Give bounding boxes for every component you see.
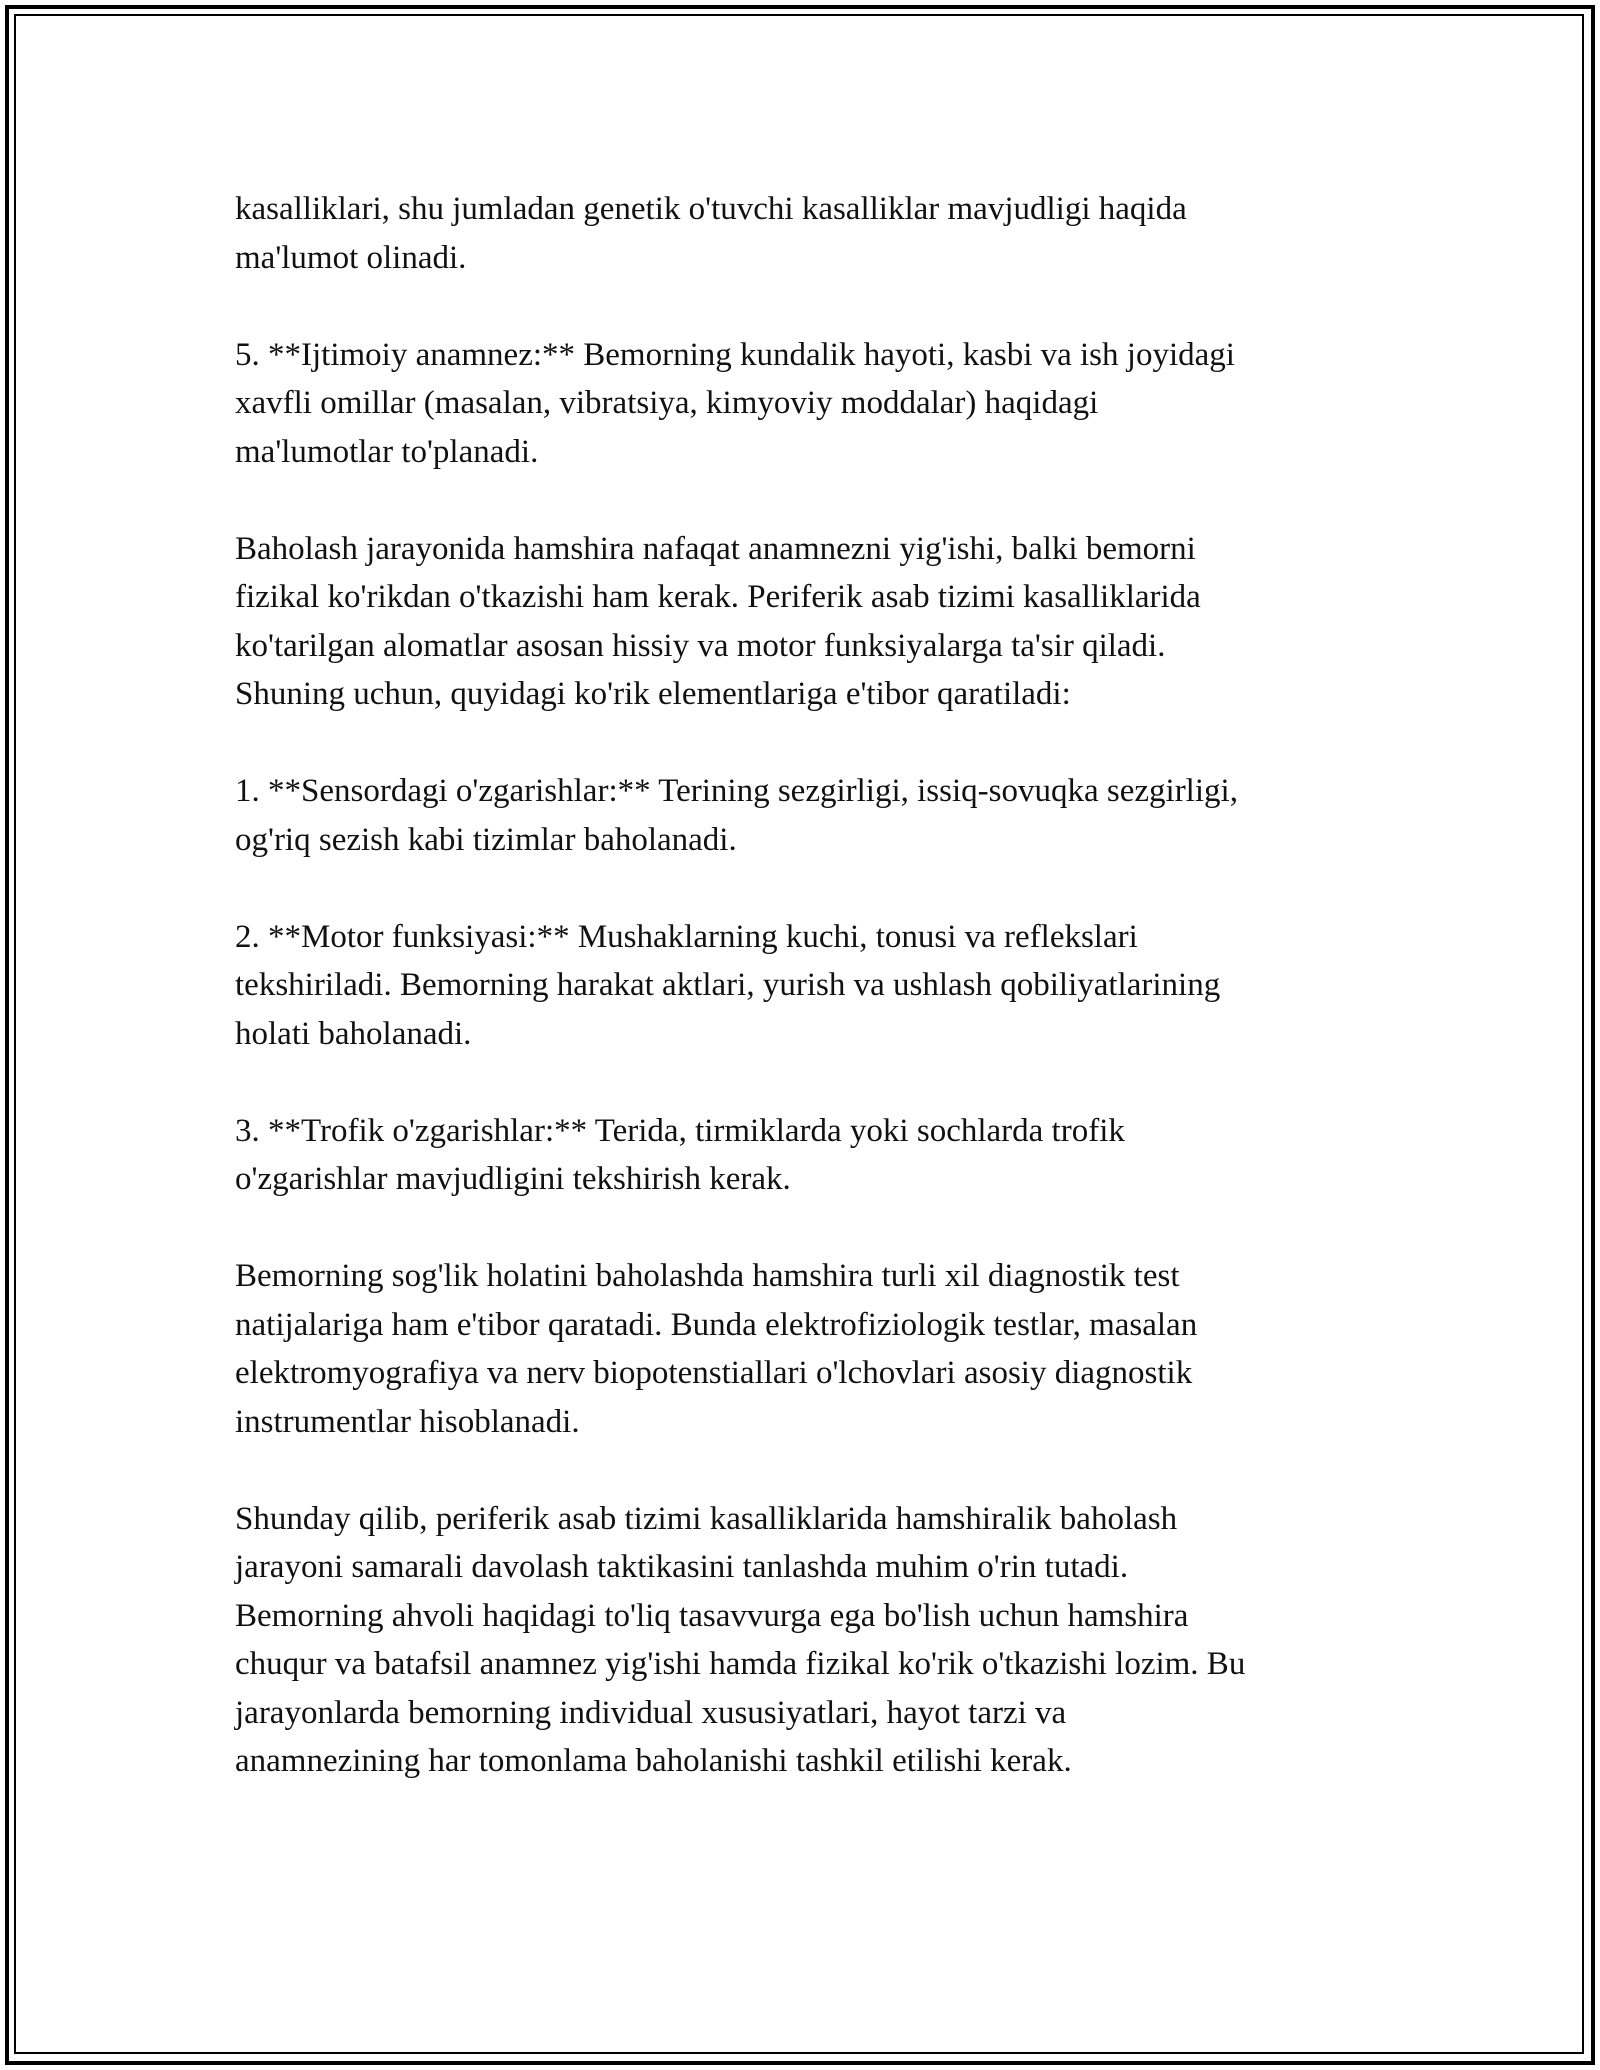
text-line: jarayoni samarali davolash taktikasini tanlashda muhim o'rin tutadi. <box>235 1549 1129 1585</box>
paragraph <box>235 525 1375 719</box>
text-line: tekshiriladi. Bemorning harakat aktlari, yurish va ushlash qobiliyatlarining <box>235 967 1221 1003</box>
text-line: 2. **Motor funksiyasi:** Mushaklarning kuchi, tonusi va reflekslari <box>235 918 1138 955</box>
text-line: xavfli omillar (masalan, vibratsiya, kimyoviy moddalar) haqidagi <box>235 385 1099 421</box>
text-line: fizikal ko'rikdan o'tkazishi ham kerak. Periferik asab tizimi kasalliklarida <box>235 579 1201 615</box>
document-body <box>235 185 1375 1834</box>
text-line: 5. **Ijtimoiy anamnez:** Bemorning kundalik hayoti, kasbi va ish joyidagi <box>235 336 1235 373</box>
text-line: Baholash jarayonida hamshira nafaqat anamnezni yig'ishi, balki bemorni <box>235 530 1196 567</box>
paragraph <box>235 331 1375 477</box>
text-line: holati baholanadi. <box>235 1015 472 1052</box>
text-line: 3. **Trofik o'zgarishlar:** Terida, tirmiklarda yoki sochlarda trofik <box>235 1112 1125 1149</box>
text-line: chuqur va batafsil anamnez yig'ishi hamda fizikal ko'rik o'tkazishi lozim. Bu <box>235 1646 1246 1682</box>
text-line: ma'lumot olinadi. <box>235 239 467 276</box>
text-line: anamnezining har tomonlama baholanishi tashkil etilishi kerak. <box>235 1743 1072 1779</box>
text-line: Shuning uchun, quyidagi ko'rik elementlariga e'tibor qaratiladi: <box>235 676 1071 712</box>
text-line: natijalariga ham e'tibor qaratadi. Bunda elektrofiziologik testlar, masalan <box>235 1306 1198 1343</box>
text-line: instrumentlar hisoblanadi. <box>235 1403 580 1440</box>
paragraph <box>235 1107 1375 1204</box>
text-line: o'zgarishlar mavjudligini tekshirish kerak. <box>235 1161 791 1197</box>
text-line: og'riq sezish kabi tizimlar baholanadi. <box>235 821 737 858</box>
text-line: ko'tarilgan alomatlar asosan hissiy va motor funksiyalarga ta'sir qiladi. <box>235 627 1166 664</box>
paragraph <box>235 1252 1375 1446</box>
paragraph <box>235 913 1375 1059</box>
text-line: jarayonlarda bemorning individual xususiyatlari, hayot tarzi va <box>235 1694 1067 1731</box>
paragraph <box>235 185 1375 282</box>
text-line: Shunday qilib, periferik asab tizimi kasalliklarida hamshiralik baholash <box>235 1500 1178 1537</box>
text-line: 1. **Sensordagi o'zgarishlar:** Terining sezgirligi, issiq-sovuqka sezgirligi, <box>235 773 1238 809</box>
text-line: Bemorning ahvoli haqidagi to'liq tasavvurga ega bo'lish uchun hamshira <box>235 1597 1189 1634</box>
text-line: ma'lumotlar to'planadi. <box>235 433 539 470</box>
paragraph <box>235 767 1375 864</box>
text-line: elektromyografiya va nerv biopotenstiallari o'lchovlari asosiy diagnostik <box>235 1355 1193 1391</box>
paragraph <box>235 1495 1375 1786</box>
text-line: Bemorning sog'lik holatini baholashda hamshira turli xil diagnostik test <box>235 1258 1180 1294</box>
text-line: kasalliklari, shu jumladan genetik o'tuvchi kasalliklar mavjudligi haqida <box>235 191 1187 227</box>
